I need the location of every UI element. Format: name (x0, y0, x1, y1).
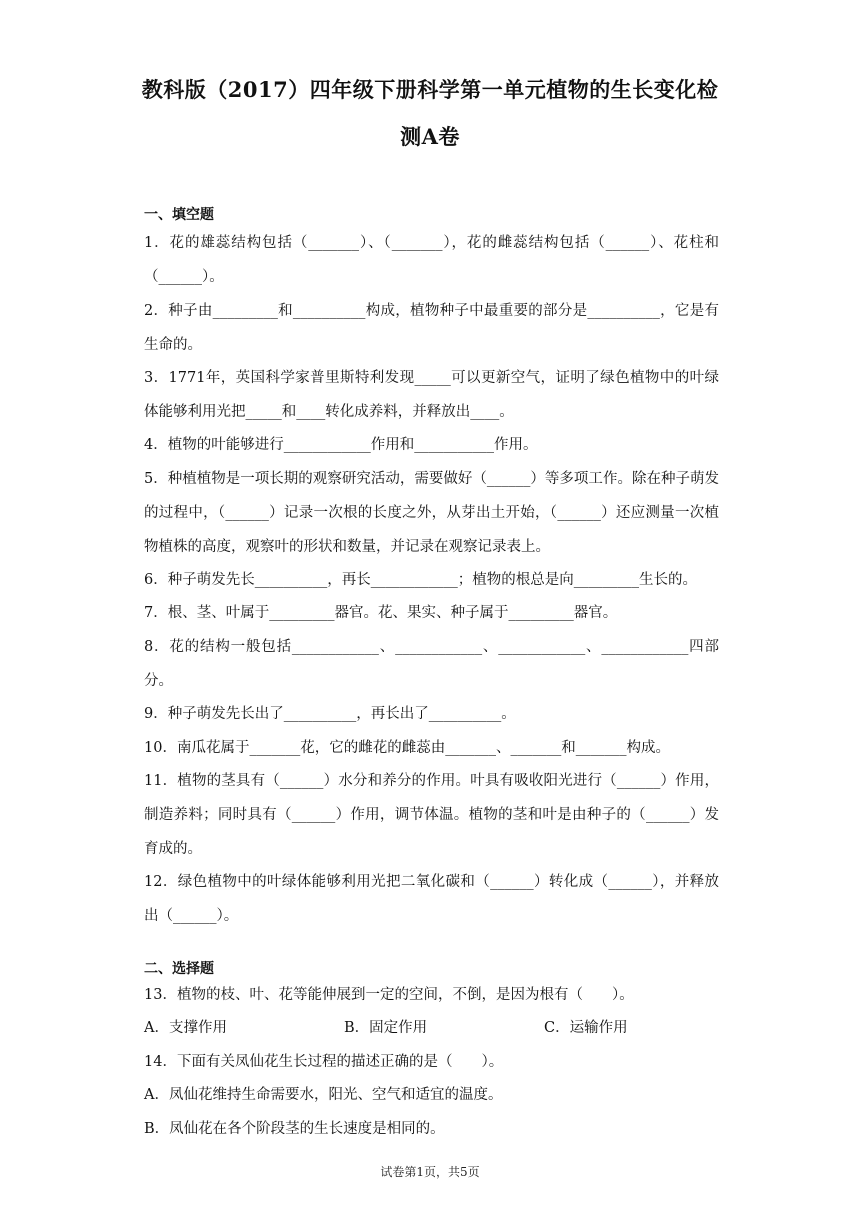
question-1: 1．花的雄蕊结构包括（_______）、（_______），花的雌蕊结构包括（______）、花柱和（______）。 (144, 235, 719, 285)
document-title-line1: 教科版（2017）四年级下册科学第一单元植物的生长变化检 (141, 77, 719, 102)
document-title-line2: 测A卷 (400, 124, 460, 149)
question-5: 5．种植植物是一项长期的观察研究活动，需要做好（______）等多项工作。除在种子萌发的过程中，（______）记录一次根的长度之外，从芽出土开始，（______）还应测量一次植物植株的高度，观察叶的形状和数量，并记录在观察记录表上。 (144, 471, 719, 555)
question-4: 4．植物的叶能够进行____________作用和___________作用。 (144, 437, 538, 453)
question-10: 10．南瓜花属于_______花，它的雌花的雌蕊由_______、_______和_______构成。 (144, 740, 670, 756)
section-heading-fill-blank: 一、填空题 (144, 207, 214, 223)
question-11: 11．植物的茎具有（______）水分和养分的作用。叶具有吸收阳光进行（______）作用，制造养料；同时具有（______）作用，调节体温。植物的茎和叶是由种子的（______）发育成的。 (144, 773, 719, 857)
question-3: 3．1771年，英国科学家普里斯特利发现_____可以更新空气，证明了绿色植物中的叶绿体能够利用光把_____和____转化成养料，并释放出____。 (144, 370, 719, 420)
question-7: 7．根、茎、叶属于_________器官。花、果实、种子属于_________器官。 (144, 605, 618, 621)
question-13-option-b: B．固定作用 (344, 1020, 428, 1036)
question-12: 12．绿色植物中的叶绿体能够利用光把二氧化碳和（______）转化成（______），并释放出（______）。 (144, 874, 719, 924)
page-footer: 试卷第1页，共5页 (380, 1165, 480, 1179)
question-8: 8．花的结构一般包括____________、____________、____________、____________四部分。 (144, 639, 719, 689)
question-13-option-c: C．运输作用 (544, 1020, 628, 1036)
question-13-option-a: A．支撑作用 (144, 1020, 227, 1036)
question-14-option-b: B．凤仙花在各个阶段茎的生长速度是相同的。 (144, 1121, 445, 1137)
question-14: 14．下面有关凤仙花生长过程的描述正确的是（ ）。 (144, 1054, 504, 1070)
question-6: 6．种子萌发先长__________，再长____________；植物的根总是向_________生长的。 (144, 572, 697, 588)
question-13: 13．植物的枝、叶、花等能伸展到一定的空间，不倒，是因为根有（ ）。 (144, 987, 634, 1003)
question-2: 2．种子由_________和__________构成，植物种子中最重要的部分是__________，它是有生命的。 (144, 303, 719, 353)
question-9: 9．种子萌发先长出了__________，再长出了__________。 (144, 706, 516, 722)
section-heading-multiple-choice: 二、选择题 (144, 961, 214, 977)
question-14-option-a: A．凤仙花维持生命需要水，阳光、空气和适宜的温度。 (144, 1087, 503, 1103)
